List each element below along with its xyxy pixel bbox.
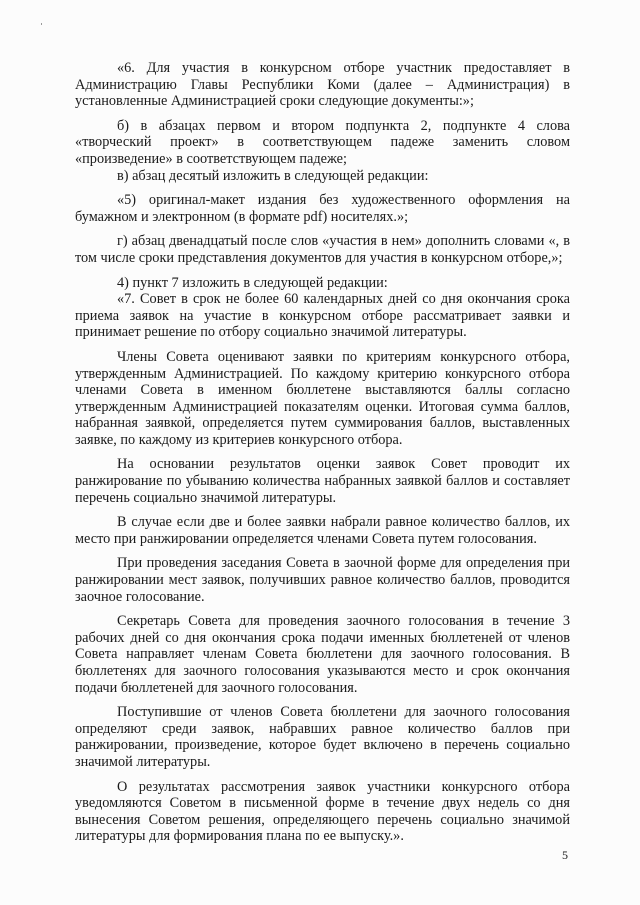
paragraph-equal-scores: В случае если две и более заявки набрали равное количество баллов, их место при ранжировании определяется членами Совета путем голосования. <box>75 514 570 547</box>
paragraph-item-6-participation: «6. Для участия в конкурсном отборе участник предоставляет в Администрацию Главы Республики Коми (далее – Администрация) в установленные Администрацией сроки следующие документы:»; <box>75 60 570 110</box>
paragraph-council-evaluation: Члены Совета оценивают заявки по критериям конкурсного отбора, утвержденным Администрацией. По каждому критерию конкурсного отбора членами Совета в именном бюллетене выставляются баллы согласно утвержденным Администрацией показателям оценки. Итоговая сумма баллов, набранная заявкой, определяется путем суммирования баллов, выставленных заявке, по каждому из критериев конкурсного отбора. <box>75 348 570 448</box>
document-body <box>75 60 570 845</box>
paragraph-item-4: 4) пункт 7 изложить в следующей редакции: <box>117 274 388 291</box>
paragraph-subitem-g: г) абзац двенадцатый после слов «участия в нем» дополнить словами «, в том числе сроки представления документов для участия в конкурсном отборе,»; <box>75 233 570 266</box>
paragraph-subitem-v: в) абзац десятый изложить в следующей редакции: <box>117 167 429 184</box>
paragraph-secretary: Секретарь Совета для проведения заочного голосования в течение 3 рабочих дней со дня окончания срока подачи именных бюллетеней от членов Совета направляет членам Совета бюллетени для заочного голосования. В бюллетенях для заочного голосования указываются место и срок окончания подачи бюллетеней для заочного голосования. <box>75 613 570 696</box>
paragraph-absentee-meeting: При проведения заседания Совета в заочной форме для определения при ранжировании мест заявок, получивших равное количество баллов, проводится заочное голосование. <box>75 555 570 605</box>
paragraph-quote-5: «5) оригинал-макет издания без художественного оформления на бумажном и электронном (в формате pdf) носителях.»; <box>75 192 570 225</box>
page-number: 5 <box>562 848 568 862</box>
paragraph-notification: О результатах рассмотрения заявок участники конкурсного отбора уведомляются Советом в письменной форме в течение двух недель со дня вынесения Советом решения, определяющего перечень социально значимой литературы для формирования плана по ее выпуску.». <box>75 778 570 845</box>
paragraph-subitem-b: б) в абзацах первом и втором подпункта 2, подпункте 4 слова «творческий проект» в соответствующем падеже заменить словом «произведение» в соответствующем падеже; <box>75 117 570 167</box>
paragraph-ranking: На основании результатов оценки заявок Совет проводит их ранжирование по убыванию количества набранных заявкой баллов и составляет перечень социально значимой литературы. <box>75 456 570 506</box>
scan-mark <box>41 23 42 25</box>
paragraph-quote-7: «7. Совет в срок не более 60 календарных дней со дня окончания срока приема заявок на участие в конкурсном отборе рассматривает заявки и принимает решение по отбору социально значимой литературы. <box>75 291 570 341</box>
paragraph-ballots: Поступившие от членов Совета бюллетени для заочного голосования определяют среди заявок, набравших равное количество баллов при ранжировании, произведение, которое будет включено в перечень социально значимой литературы. <box>75 704 570 770</box>
